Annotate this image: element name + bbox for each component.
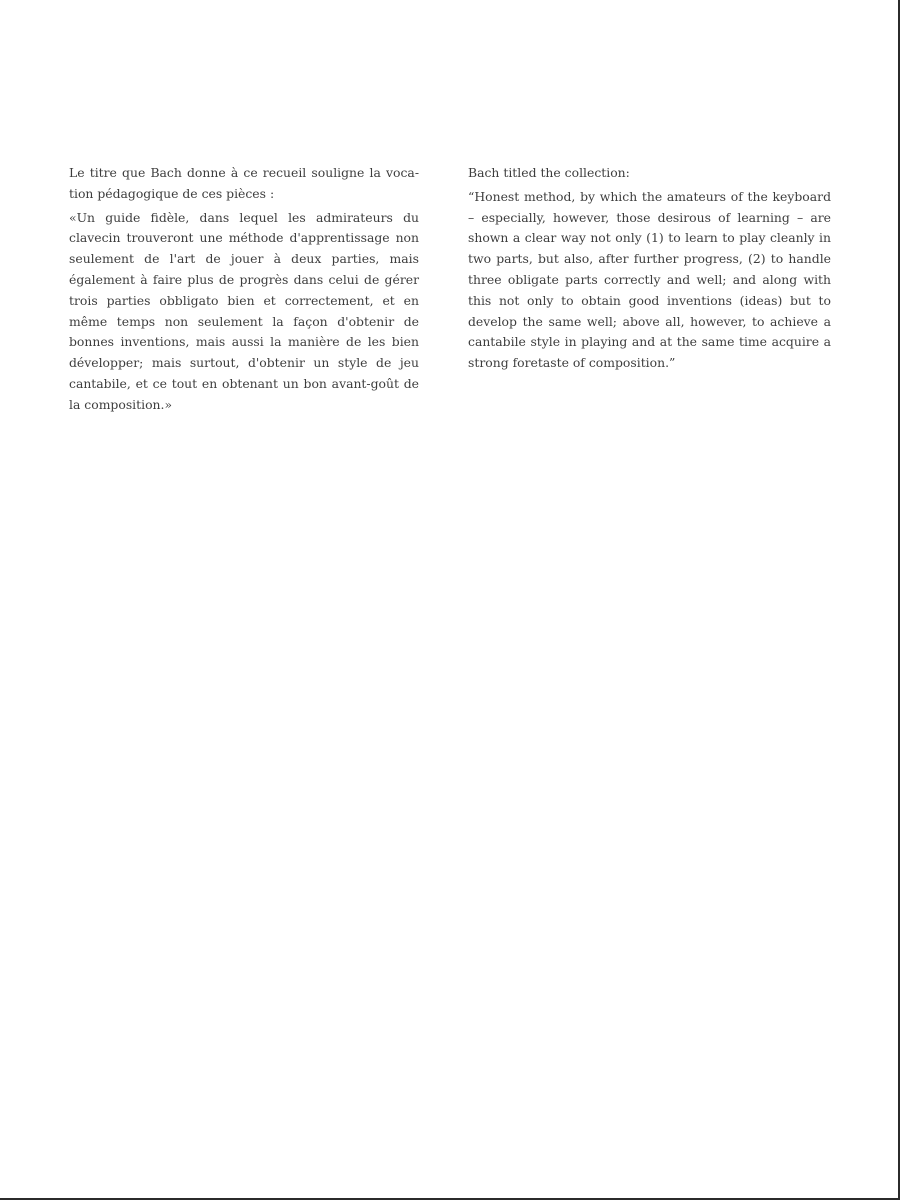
- french-column: [69, 163, 419, 419]
- french-intro-paragraph: Le titre que Bach donne à ce recueil souligne la vocation pédagogique de ces pièces :: [69, 165, 419, 201]
- english-quote-paragraph: “Honest method, by which the amateurs of the keyboard – especially, however, those desirous of learning – are shown a clear way not only (1) to learn to play cleanly in two parts, but also, after further progress, (2) to handle three obligate parts correctly and well; and along with this not only to obtain good inventions (ideas) but to develop the same well; above all, however, to achieve a cantabile style in playing and at the same time acquire a strong foretaste of composition.”: [468, 188, 831, 371]
- english-intro-paragraph: Bach titled the collection:: [468, 165, 630, 180]
- french-quote-paragraph: «Un guide fidèle, dans lequel les admirateurs du clavecin trouveront une méthode d'apprentissage non seulement de l'art de jouer à deux parties, mais également à faire plus de progrès dans celui de gérer trois parties obbligato bien et correctement, et en même temps non seulement la façon d'obtenir de bonnes inventions, mais aussi la manière de les bien développer; mais surtout, d'obtenir un style de jeu cantabile, et ce tout en obtenant un bon avant-goût de la composition.»: [69, 209, 419, 412]
- english-column: [468, 163, 831, 377]
